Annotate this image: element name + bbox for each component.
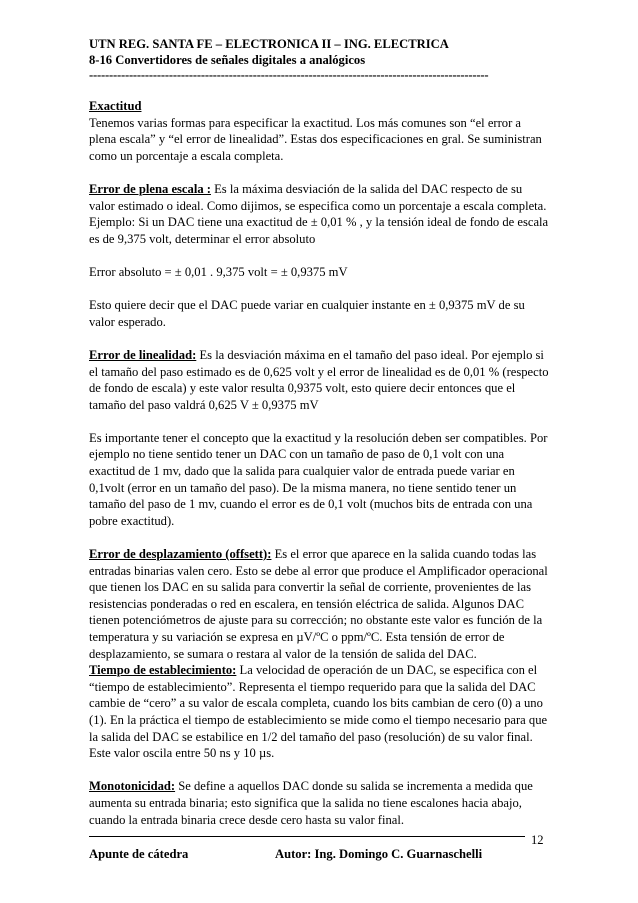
example-text: Ejemplo: Si un DAC tiene una exactitud de ± 0,01 % , y la tensión ideal de fondo de escala es de 9,375 volt, determinar el error absoluto (89, 215, 549, 246)
header-subtitle: 8-16 Convertidores de señales digitales a analógicos (89, 53, 366, 67)
section-body-error-plena-escala: Es la máxima desviación de la salida del DAC respecto de su valor estimado o ideal. Como dijimos, se especifica como un porcentaje a escala completa. (89, 181, 547, 213)
section-title-tiempo-establecimiento: Tiempo de establecimiento: (89, 663, 237, 678)
section-error-desplazamiento (89, 546, 551, 662)
section-title-monotonicidad: Monotonicidad: (89, 779, 176, 794)
section-body-tiempo-establecimiento: La velocidad de operación de un DAC, se especifica con el “tiempo de establecimiento”. Representa el tiempo requerido para que la salida del DAC cambie de “cero” a su valor de escala completa, cuando los bits cambian de cero (0) a uno (1). En la práctica el tiempo de establecimiento se mide como el tiempo necesario para que la salida del DAC se estabilice en 1/2 del tamaño del paso (resolución) de su valor final. Este valor oscila entre 50 ns y 10 µs. (89, 663, 548, 761)
header-divider: ---------------------------------------------------------------------------------------------------- (89, 68, 489, 82)
section-exactitud (89, 98, 551, 164)
section-title-error-linealidad: Error de linealidad: (89, 347, 197, 362)
section-body-error-desplazamiento: Es el error que aparece en la salida cuando todas las entradas binarias valen cero. Esto se debe al error que produce el Amplificador operacional que tienen los DAC en su salida para convertir la señal de corriente, provenientes de las resistencias ponderadas o red en escalera, en tensión eléctrica de salida. Algunos DAC tienen potenciómetros de ajuste para su corrección; no obstante este valor es función de la temperatura y su variación se expresa en µV/ºC o ppm/ºC. Esta tensión de error de desplazamiento, se sumara o restara al valor de la tensión de salida del DAC. (89, 547, 548, 661)
error-absoluto-result: Error absoluto = ± 0,01 . 9,375 volt = ± 0,9375 mV (89, 264, 348, 279)
footer-course-label: Apunte de cátedra (89, 847, 189, 861)
page-number: 12 (531, 833, 544, 847)
section-title-error-desplazamiento: Error de desplazamiento (offsett): (89, 547, 272, 562)
section-body-exactitud: Tenemos varias formas para especificar la exactitud. Los más comunes son “el error a plena escala” y “el error de linealidad”. Estas dos especificaciones en gral. Se suministran como un porcentaje a escala completa. (89, 115, 542, 163)
section-compatibilidad: Es importante tener el concepto que la exactitud y la resolución deben ser compatibles. Por ejemplo no tiene sentido tener un DAC con un tamaño de paso de 0,1 volt con una exactitud de 1 mv, dado que la salida para cualquier valor de entrada puede variar en 0,1volt (error en un tamaño del paso). De la misma manera, no tiene sentido tener un tamaño del paso de 1 mv, cuando el error es de 0,1 volt (muchos bits de entrada con una pobre exactitud). (89, 430, 548, 528)
footer-author: Autor: Ing. Domingo C. Guarnaschelli (275, 847, 483, 861)
header-title: UTN REG. SANTA FE – ELECTRONICA II – ING. ELECTRICA (89, 37, 449, 51)
section-monotonicidad (89, 778, 551, 828)
section-tiempo-establecimiento (89, 662, 551, 762)
error-meaning: Esto quiere decir que el DAC puede variar en cualquier instante en ± 0,9375 mV de su valor esperado. (89, 298, 525, 329)
document-page (89, 36, 551, 845)
footer-divider (89, 836, 525, 837)
section-body-error-linealidad: Es la desviación máxima en el tamaño del paso ideal. Por ejemplo si el tamaño del paso estimado es de 0,625 volt y el error de linealidad es de 0,01 % (respecto de fondo de escala) y este valor resulta 0,9375 volt, esto quiere decir entonces que el tamaño del paso valdrá 0,625 V ± 0,9375 mV (89, 347, 549, 412)
section-title-exactitud: Exactitud (89, 99, 142, 113)
section-body-monotonicidad: Se define a aquellos DAC donde su salida se incrementa a medida que aumenta su entrada binaria; esto significa que la salida no tiene escalones hacia abajo, cuando la entrada binaria crece desde cero hasta su valor final. (89, 779, 533, 827)
section-error-plena-escala (89, 181, 551, 247)
section-error-linealidad (89, 347, 551, 413)
footer (89, 847, 551, 862)
section-title-error-plena-escala: Error de plena escala : (89, 181, 211, 196)
